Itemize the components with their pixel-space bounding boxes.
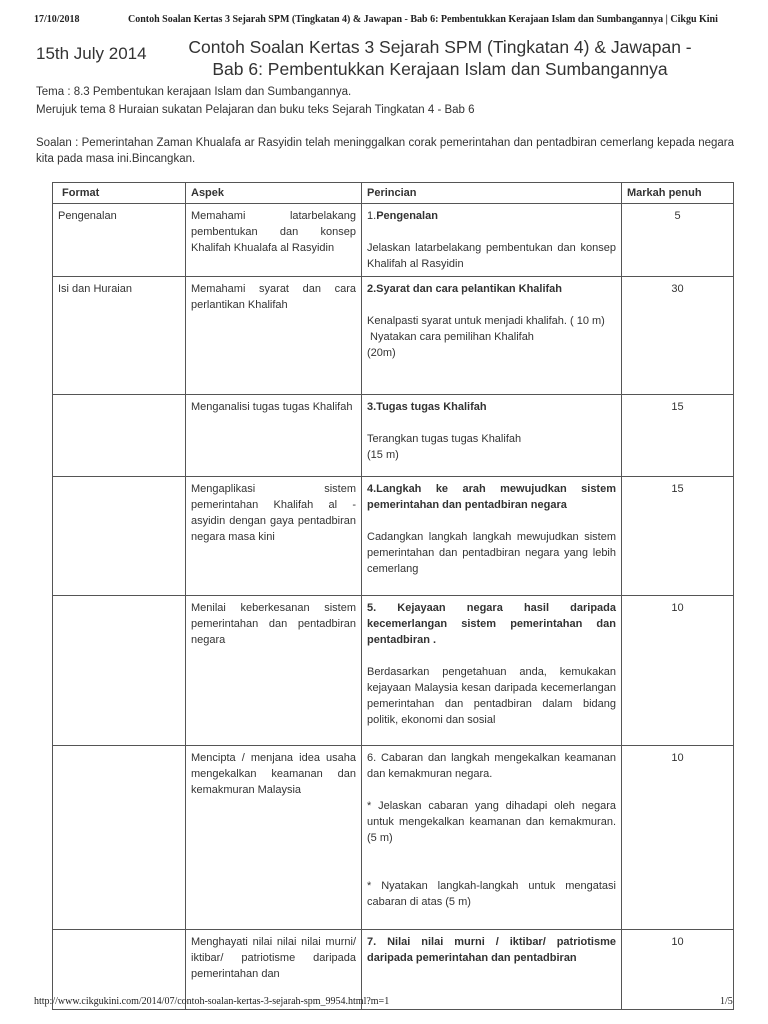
- table-row: [53, 277, 734, 395]
- cell-format: [53, 596, 186, 746]
- cell-perincian: [362, 277, 622, 395]
- perincian-body: (20m): [367, 347, 396, 359]
- cell-markah: 10: [622, 930, 734, 1010]
- cell-markah: 5: [622, 204, 734, 277]
- table-row: [53, 204, 734, 277]
- perincian-body: Kenalpasti syarat untuk menjadi khalifah. ( 10 m): [367, 315, 605, 327]
- table-header-row: [53, 183, 734, 204]
- perincian-heading: 5. Kejayaan negara hasil daripada kecemerlangan sistem pemerintahan dan pentadbiran .: [367, 602, 616, 646]
- cell-format: [53, 477, 186, 596]
- cell-markah: 30: [622, 277, 734, 395]
- cell-aspek: Mencipta / menjana idea usaha mengekalkan keamanan dan kemakmuran Malaysia: [186, 746, 362, 930]
- perincian-body: Jelaskan latarbelakang pembentukan dan konsep Khalifah al Rasyidin: [367, 242, 616, 270]
- table-row: [53, 596, 734, 746]
- post-title: [160, 36, 720, 80]
- page-number: 1/5: [720, 996, 733, 1007]
- col-header-format: Format: [53, 183, 186, 204]
- cell-markah: 15: [622, 477, 734, 596]
- tema-line: Tema : 8.3 Pembentukan kerajaan Islam dan Sumbangannya.: [36, 86, 352, 98]
- cell-markah: 10: [622, 596, 734, 746]
- cell-markah: 15: [622, 395, 734, 477]
- merujuk-line: Merujuk tema 8 Huraian sukatan Pelajaran dan buku teks Sejarah Tingkatan 4 - Bab 6: [36, 104, 475, 116]
- perincian-heading: 1.Pengenalan: [367, 210, 438, 222]
- col-header-aspek: Aspek: [186, 183, 362, 204]
- perincian-body: Cadangkan langkah langkah mewujudkan sistem pemerintahan dan pentadbiran negara yang lebih cemerlang: [367, 531, 616, 575]
- soalan-text: Soalan : Pemerintahan Zaman Khualafa ar Rasyidin telah meninggalkan corak pemerintahan dan pentadbiran cemerlang kepada negara kita pada masa ini.Bincangkan.: [36, 137, 734, 165]
- perincian-body: * Jelaskan cabaran yang dihadapi oleh negara untuk mengekalkan keamanan dan kemakmuran. (5 m): [367, 800, 616, 844]
- perincian-body: Berdasarkan pengetahuan anda, kemukakan kejayaan Malaysia kesan daripada kecemerlangan pemerintahan dan pentadbiran dalam bidang politik, ekonomi dan sosial: [367, 666, 616, 726]
- perincian-heading: 3.Tugas tugas Khalifah: [367, 401, 487, 413]
- perincian-body: Nyatakan cara pemilihan Khalifah: [367, 331, 534, 343]
- cell-perincian: [362, 596, 622, 746]
- cell-perincian: [362, 477, 622, 596]
- table-row: [53, 477, 734, 596]
- table-row: [53, 746, 734, 930]
- print-date: 17/10/2018: [34, 14, 80, 25]
- cell-aspek: Menganalisi tugas tugas Khalifah: [186, 395, 362, 477]
- cell-aspek: Memahami syarat dan cara perlantikan Khalifah: [186, 277, 362, 395]
- cell-perincian: [362, 395, 622, 477]
- perincian-heading: 2.Syarat dan cara pelantikan Khalifah: [367, 283, 563, 295]
- cell-perincian: [362, 746, 622, 930]
- cell-format: Isi dan Huraian: [53, 277, 186, 395]
- cell-format: [53, 746, 186, 930]
- perincian-heading: 4.Langkah ke arah mewujudkan sistem pemerintahan dan pentadbiran negara: [367, 483, 616, 511]
- cell-format: [53, 395, 186, 477]
- post-date: 15th July 2014: [36, 44, 147, 63]
- col-header-perincian: Perincian: [362, 183, 622, 204]
- post-title-line1: Contoh Soalan Kertas 3 Sejarah SPM (Tingkatan 4) & Jawapan -: [188, 37, 692, 57]
- cell-aspek: Menghayati nilai nilai nilai murni/ iktibar/ patriotisme daripada pemerintahan dan: [186, 930, 362, 1010]
- post-title-line2: Bab 6: Pembentukkan Kerajaan Islam dan Sumbangannya: [212, 59, 668, 79]
- cell-aspek: Memahami latarbelakang pembentukan dan konsep Khalifah Khualafa al Rasyidin: [186, 204, 362, 277]
- print-url: http://www.cikgukini.com/2014/07/contoh-soalan-kertas-3-sejarah-spm_9954.html?m=1: [34, 996, 390, 1007]
- cell-format: Pengenalan: [53, 204, 186, 277]
- perincian-heading: 7. Nilai nilai murni / iktibar/ patriotisme daripada pemerintahan dan pentadbiran: [367, 936, 616, 964]
- perincian-heading: 6. Cabaran dan langkah mengekalkan keamanan dan kemakmuran negara.: [367, 752, 616, 780]
- cell-markah: 10: [622, 746, 734, 930]
- perincian-body: Terangkan tugas tugas Khalifah: [367, 433, 522, 445]
- cell-aspek: Menilai keberkesanan sistem pemerintahan dan pentadbiran negara: [186, 596, 362, 746]
- perincian-body: (15 m): [367, 449, 399, 461]
- table-row: [53, 395, 734, 477]
- cell-aspek: Mengaplikasi sistem pemerintahan Khalifah al - asyidin dengan gaya pentadbiran negara masa kini: [186, 477, 362, 596]
- perincian-body: * Nyatakan langkah-langkah untuk mengatasi cabaran di atas (5 m): [367, 880, 616, 908]
- rubric-table: [52, 182, 734, 1010]
- cell-perincian: [362, 930, 622, 1010]
- col-header-markah: Markah penuh: [622, 183, 734, 204]
- cell-perincian: [362, 204, 622, 277]
- print-page-title: Contoh Soalan Kertas 3 Sejarah SPM (Tingkatan 4) & Jawapan - Bab 6: Pembentukkan Kerajaan Islam dan Sumbangannya | Cikgu Kini: [128, 14, 718, 25]
